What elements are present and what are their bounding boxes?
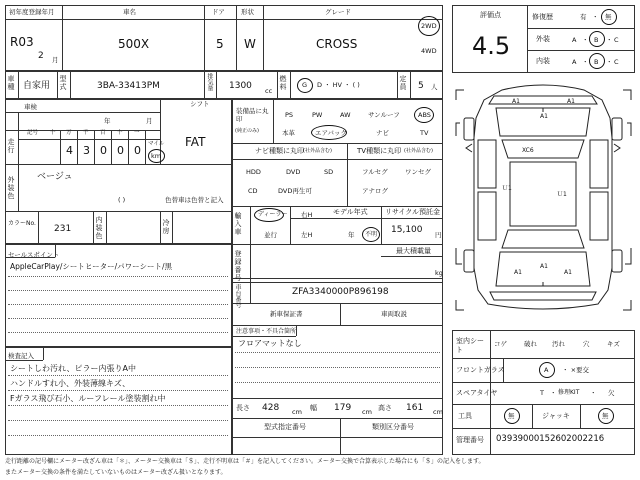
repair-label: 修復歴 bbox=[532, 13, 553, 21]
seat-ana: 穴 bbox=[583, 340, 590, 348]
spare-dot: ・ bbox=[590, 389, 597, 397]
displacement-label: 排気量 bbox=[206, 73, 213, 91]
category-label: 類別区分番号 bbox=[372, 423, 414, 431]
exterior-level-a: A bbox=[572, 36, 577, 44]
grade-value: CROSS bbox=[316, 37, 358, 51]
tv-fullseg: フルセグ bbox=[362, 168, 388, 176]
damage-label: A1 bbox=[514, 269, 522, 276]
interior-grade-label: 内装 bbox=[536, 57, 550, 65]
max-load-label: 最大積載量 bbox=[396, 247, 431, 255]
interior-level-a: A bbox=[572, 58, 577, 66]
type-designation-label: 型式指定番号 bbox=[264, 423, 306, 431]
navi-cd: CD bbox=[248, 187, 258, 195]
spare-missing: 欠 bbox=[608, 389, 615, 397]
jack-label: ジャッキ bbox=[542, 412, 570, 420]
score-value: 4.5 bbox=[472, 32, 511, 60]
selling-points-label: セールスポイント bbox=[8, 251, 60, 259]
damage-label: A1 bbox=[540, 263, 548, 270]
import-label: 輸入車 bbox=[234, 212, 242, 236]
interior-color-label: 内装色 bbox=[95, 216, 103, 240]
mileage-label: 走行 bbox=[7, 138, 15, 154]
capacity-label: 定員 bbox=[399, 75, 407, 91]
repair-dot: ・ bbox=[592, 13, 599, 21]
score-label: 評価点 bbox=[480, 11, 501, 19]
damage-label: A1 bbox=[567, 98, 575, 105]
vehicle-manual: 車両取説 bbox=[381, 310, 407, 318]
width-cm: cm bbox=[362, 408, 372, 416]
inspection-year: 年 bbox=[104, 117, 111, 125]
navi-hdd: HDD bbox=[246, 168, 261, 176]
option-pw: PW bbox=[312, 111, 323, 119]
displacement-value: 1300 bbox=[229, 81, 252, 91]
model-value: 3BA-33413PM bbox=[97, 81, 160, 91]
inspection-label: 車検 bbox=[24, 103, 37, 111]
color-no-label: カラーNo. bbox=[8, 220, 36, 227]
exterior-grade-label: 外装 bbox=[536, 35, 550, 43]
option-navi: ナビ bbox=[376, 129, 389, 137]
frame-value: ZFA3340000P896198 bbox=[292, 287, 389, 297]
vehicle-value: 自家用 bbox=[23, 81, 51, 91]
height-label: 高さ bbox=[378, 404, 392, 412]
repaint-label: 冷房 bbox=[162, 219, 170, 235]
first-reg-label: 初年度登録年月 bbox=[9, 8, 55, 16]
place-ichi: 一 bbox=[134, 130, 140, 136]
height-cm: cm bbox=[433, 408, 443, 416]
place-juman: 十 bbox=[50, 130, 56, 136]
mileage-digit: 4 bbox=[66, 144, 73, 157]
model-label: 型式 bbox=[59, 75, 67, 91]
shape-value: W bbox=[244, 37, 256, 51]
interior-seat-label: 室内シート bbox=[456, 337, 484, 355]
option-leather: 本革 bbox=[282, 129, 295, 137]
navi-sd: SD bbox=[324, 168, 334, 176]
mileage-digit: 0 bbox=[117, 144, 124, 157]
jack-value: 無 bbox=[602, 412, 609, 420]
mgmt-label: 管理番号 bbox=[456, 436, 484, 444]
fuel-selected: G bbox=[302, 81, 308, 89]
front-glass-label: フロントガラス bbox=[456, 366, 505, 374]
option-abs: ABS bbox=[418, 111, 431, 119]
capacity-unit: 人 bbox=[431, 83, 438, 91]
damage-label: Ｕ1 bbox=[502, 185, 512, 192]
fuel-other: D ・ HV ・ ( ) bbox=[317, 81, 360, 89]
km-unit: km bbox=[151, 152, 162, 160]
mileage-digit: 0 bbox=[100, 144, 107, 157]
damage-label: A1 bbox=[512, 98, 520, 105]
option-tv: TV bbox=[420, 129, 429, 137]
exterior-color-label: 外装色 bbox=[7, 176, 15, 200]
exterior-level-b: B bbox=[594, 36, 599, 44]
mile-unit: マイル bbox=[148, 141, 165, 147]
seat-koge: コゲ bbox=[494, 340, 507, 348]
level-dot: ・ bbox=[606, 36, 613, 44]
drive-2wd: 2WD bbox=[421, 22, 437, 30]
reg-label: 登録番号 bbox=[234, 250, 242, 282]
import-parallel: 並行 bbox=[264, 231, 277, 239]
import-dealer: ディーラー bbox=[258, 211, 288, 218]
mgmt-value: 0393900015260200221​6 bbox=[496, 434, 605, 444]
recycle-value: 15,100 bbox=[391, 225, 423, 235]
seat-kizu: キズ bbox=[607, 340, 620, 348]
tv-analog: アナログ bbox=[362, 187, 388, 195]
level-dot: ・ bbox=[582, 58, 589, 66]
import-right-h: 右H bbox=[301, 211, 313, 219]
selling-points-text: AppleCarPlay/シートヒーター/パワーシート/黒 bbox=[10, 262, 173, 271]
door-value: 5 bbox=[216, 37, 224, 51]
damage-label: A1 bbox=[540, 113, 548, 120]
spare-dot: ・ bbox=[550, 389, 557, 397]
import-left-h: 左H bbox=[301, 231, 313, 239]
month-unit: 月 bbox=[52, 56, 59, 64]
cc-unit: cc bbox=[265, 87, 273, 95]
max-load-unit: kg bbox=[435, 269, 443, 277]
mileage-digit: 3 bbox=[83, 144, 90, 157]
tv-title-note: (社外品含む) bbox=[404, 148, 433, 154]
footer-line2: またメーター交換の条件を満たしていないものはメーター改ざん扱いとなります。 bbox=[5, 469, 227, 476]
navi-dvd: DVD bbox=[286, 168, 301, 176]
inspection-month: 月 bbox=[146, 117, 153, 125]
length-label: 長さ bbox=[236, 404, 250, 412]
footer-line1: 走行距離の記号欄にメーター改ざん車は「＊」、メーター交換車は「＄」、走行不明車は「＃」を記入してください。メーター交換で合算表示した場合にも「＄」の記入をします。 bbox=[5, 458, 485, 465]
frame-label: 車台番号 bbox=[234, 284, 241, 308]
repair-no: 無 bbox=[605, 13, 612, 21]
options-subtitle: (純正のみ) bbox=[235, 128, 259, 134]
spare-kit: 修理KIT bbox=[558, 389, 580, 396]
car-name-label: 車名 bbox=[123, 8, 136, 16]
exterior-note: 色替車は色替と記入 bbox=[165, 196, 224, 204]
height-value: 161 bbox=[406, 403, 424, 413]
damage-label: A1 bbox=[564, 269, 572, 276]
model-year-unknown: 不明 bbox=[365, 231, 378, 238]
repair-yes: 有 bbox=[580, 13, 587, 21]
tools-value: 無 bbox=[508, 412, 515, 420]
notes-text: フロアマットなし bbox=[238, 339, 302, 348]
mileage-digit: 0 bbox=[134, 144, 141, 157]
inspector-line: ハンドルすれ小、外装薄線キズ、 bbox=[10, 379, 131, 388]
first-reg-month: 2 bbox=[38, 51, 44, 61]
length-cm: cm bbox=[292, 408, 302, 416]
recycle-label: リサイクル預託金 bbox=[385, 208, 441, 216]
car-name-value: 500X bbox=[118, 37, 150, 51]
door-label: ドア bbox=[212, 8, 225, 16]
width-label: 幅 bbox=[310, 404, 317, 412]
spare-tire-label: スペアタイヤ bbox=[456, 389, 498, 397]
first-reg-year: R03 bbox=[10, 35, 34, 49]
option-ps: PS bbox=[285, 111, 294, 119]
option-aw: AW bbox=[340, 111, 351, 119]
place-kigo: 記号 bbox=[27, 130, 39, 136]
navi-title-note: (社外品含む) bbox=[303, 148, 332, 154]
inspector-label: 検査記入 bbox=[8, 352, 34, 360]
level-dot: ・ bbox=[582, 36, 589, 44]
grade-label: グレード bbox=[325, 8, 351, 16]
interior-level-c: C bbox=[614, 58, 619, 66]
navi-title: ナビ種類に丸印 bbox=[255, 147, 304, 155]
options-title: 装備品に丸印 bbox=[236, 107, 269, 123]
recycle-yen: 円 bbox=[435, 231, 442, 239]
capacity-value: 5 bbox=[418, 81, 424, 91]
color-no-value: 231 bbox=[54, 224, 72, 234]
drive-4wd: 4WD bbox=[421, 47, 437, 55]
model-year-label: モデル年式 bbox=[333, 208, 368, 216]
place-hyaku: 百 bbox=[100, 130, 106, 136]
place-sen: 千 bbox=[83, 130, 89, 136]
tv-title: TV種類に丸印 bbox=[357, 147, 402, 155]
damage-label: XC6 bbox=[522, 147, 534, 154]
front-glass-selected: A bbox=[544, 366, 549, 374]
exterior-color-value: ベージュ bbox=[37, 172, 73, 182]
vehicle-label: 車種 bbox=[7, 75, 15, 91]
model-year-unit: 年 bbox=[348, 231, 355, 239]
navi-dvd-play: DVD再生可 bbox=[278, 187, 312, 195]
tv-oneseg: ワンセグ bbox=[405, 168, 431, 176]
level-dot: ・ bbox=[606, 58, 613, 66]
spare-t: T bbox=[540, 389, 544, 397]
place-ju: 十 bbox=[117, 130, 123, 136]
front-glass-other: ・ ×要交 bbox=[562, 366, 590, 374]
exterior-note-paren: ( ) bbox=[118, 196, 126, 204]
tools-label: 工具 bbox=[458, 412, 472, 420]
shape-label: 形状 bbox=[241, 8, 254, 16]
fuel-label: 燃料 bbox=[279, 75, 287, 91]
car-diagram bbox=[452, 78, 635, 323]
new-car-warranty: 新車保証書 bbox=[270, 310, 303, 318]
inspector-line: Fガラス飛び石小、ルーフレール塗装割れ中 bbox=[10, 394, 166, 403]
length-value: 428 bbox=[262, 403, 280, 413]
seat-yogore: 汚れ bbox=[552, 340, 565, 348]
shift-label: シフト bbox=[190, 100, 210, 108]
interior-level-b: B bbox=[594, 58, 599, 66]
seat-yabure: 破れ bbox=[524, 340, 537, 348]
place-man: 万 bbox=[66, 130, 72, 136]
inspector-line: シートしわ汚れ、ピラー内張りA中 bbox=[10, 364, 136, 373]
option-sunroof: サンルーフ bbox=[368, 111, 400, 119]
exterior-level-c: C bbox=[614, 36, 619, 44]
notes-label: 注意事項・不具合箇所 bbox=[236, 328, 297, 335]
shift-value: FAT bbox=[185, 135, 206, 149]
width-value: 179 bbox=[334, 403, 352, 413]
damage-label: Ｕ1 bbox=[557, 191, 567, 198]
option-airbag: エアバック bbox=[315, 129, 347, 137]
